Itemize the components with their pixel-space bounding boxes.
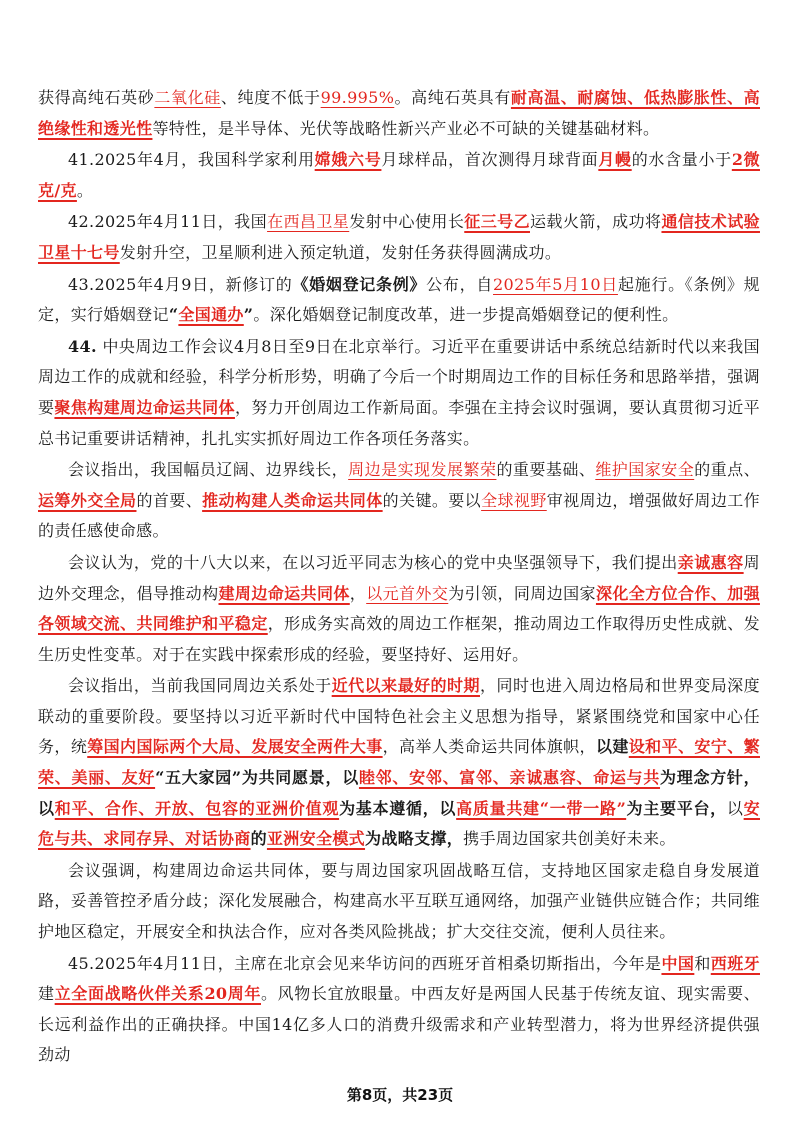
highlighted-term: 推动构建人类命运共同体	[202, 490, 383, 510]
paragraph	[38, 207, 760, 268]
bold-text: “五大家园”为共同愿景，以	[155, 768, 359, 788]
highlighted-term: 筹国内国际两个大局、发展安全两件大事	[87, 737, 383, 757]
highlighted-term: 全球视野	[481, 490, 547, 510]
bold-text: 以建	[595, 737, 629, 757]
bold-text: 为理念方针，以	[38, 768, 760, 818]
text-run: 。高纯石英具有	[394, 88, 511, 107]
text-run: 周边外交理念，倡导推动构	[38, 552, 760, 603]
highlighted-term: 聚焦构建周边命运共同体	[54, 397, 235, 417]
text-run: 和	[694, 953, 711, 973]
highlighted-term: 在西昌卫星	[267, 212, 350, 232]
bold-text: 《婚姻登记条例》	[292, 274, 427, 294]
paragraph	[38, 949, 760, 1068]
bold-text: 为基本遵循，以	[339, 798, 457, 818]
text-run: 携手周边国家共创美好未来。	[463, 829, 676, 849]
text-run: 41.2025年4月，我国科学家利用	[68, 150, 315, 170]
text-run: 会议指出，当前我国同周边关系处于	[68, 676, 332, 696]
document-body	[38, 83, 760, 1068]
highlighted-term: 月幔	[598, 150, 632, 170]
text-run: 的重要基础、	[496, 460, 596, 480]
bold-text: 为主要平台，	[626, 798, 727, 818]
highlighted-term: 中国	[661, 953, 695, 973]
highlighted-term: 近代以来最好的时期	[331, 676, 480, 696]
text-run: 、纯度不低于	[220, 88, 321, 107]
highlighted-term: 维护国家安全	[595, 460, 695, 480]
highlighted-term: 和平、合作、开放、包容的亚洲价值观	[54, 798, 340, 818]
text-run: 42.2025年4月11日，我国	[68, 212, 268, 232]
highlighted-term: 高质量共建“一带一路”	[456, 798, 627, 818]
highlighted-term: 亚洲安全模式	[266, 829, 366, 849]
paragraph	[38, 145, 760, 206]
text-run: 发射升空，卫星顺利进入预定轨道，发射任务获得圆满成功。	[119, 242, 562, 262]
text-run: 。风物长宜放眼量。中西友好是两国人民基于传统友谊、现实需要、长远利益作出的正确抉择。中国14亿多人口的消费升级需求和产业转型潜力，将为世界经济提供强劲动	[38, 984, 760, 1065]
text-run: 。深化婚姻登记制度改革，进一步提高婚姻登记的便利性。	[253, 305, 679, 325]
text-run: ，高举人类命运共同体旗帜，	[382, 737, 596, 757]
highlighted-term: 深化全方位合作、加强各领域交流、共同维护和平稳定	[38, 583, 760, 634]
text-run: 的关键。要以	[382, 490, 482, 510]
bold-text: 的	[250, 829, 267, 849]
highlighted-term: 建周边命运共同体	[218, 583, 350, 603]
text-run: 获得高纯石英砂	[38, 88, 155, 107]
highlighted-term: 2025年5月10日	[493, 274, 618, 294]
text-run: ，	[349, 583, 367, 603]
text-run: 的首要、	[136, 490, 203, 510]
highlighted-term: 嫦娥六号	[314, 150, 382, 170]
highlighted-term: 通信技术试验卫星十七号	[38, 212, 760, 262]
text-run: 会议指出，我国幅员辽阔、边界线长，	[68, 460, 349, 480]
bold-text: 为战略支撑，	[365, 829, 464, 849]
text-run: 会议认为，党的十八大以来，在以习近平同志为核心的党中央坚强领导下，我们提出	[68, 552, 678, 572]
text-run: 43.2025年4月9日，新修订的	[68, 274, 293, 294]
bold-text: 44.	[68, 336, 97, 356]
text-run: 建	[38, 984, 55, 1004]
paragraph	[38, 332, 760, 454]
text-run: ，形成务实高效的周边工作框架，推动周边工作取得历史性成就、发生历史性变革。对于在实践中探索形成的经验，要坚持好、运用好。	[38, 614, 760, 664]
highlighted-term: 2微克/克	[38, 150, 760, 200]
text-run: 公布，自	[426, 274, 494, 294]
highlighted-term: 二氧化硅	[154, 88, 221, 107]
highlighted-term: 睦邻、安邻、富邻、亲诚惠容、命运与共	[358, 768, 661, 788]
bold-text: “	[168, 305, 179, 325]
highlighted-term: 周边是实现发展繁荣	[348, 460, 497, 480]
paragraph	[38, 856, 760, 948]
paragraph	[38, 83, 760, 144]
text-run: 发射中心使用长	[349, 212, 465, 232]
highlighted-term: 全国通办	[178, 305, 244, 325]
text-run: 。	[76, 180, 94, 200]
text-run: 会议强调，构建周边命运共同体，要与周边国家巩固战略互信，支持地区国家走稳自身发展道路，妥善管控矛盾分歧；深化发展融合，构建高水平互联互通网络，加强产业链供应链合作；共同维护地区稳定，开展安全和执法合作，应对各类风险挑战；扩大交往交流，便利人员往来。	[38, 860, 760, 942]
text-run: 45.2025年4月11日，主席在北京会见来华访问的西班牙首相桑切斯指出，今年是	[68, 953, 662, 973]
highlighted-term: 征三号乙	[464, 212, 530, 232]
paragraph	[38, 548, 760, 670]
text-run: 的重点、	[694, 460, 760, 480]
page-number: 第8页，共23页	[346, 1086, 454, 1104]
highlighted-term: 运筹外交全局	[38, 490, 137, 510]
text-run: 起施行。《条例》规定，实行婚姻登记	[38, 274, 760, 325]
paragraph	[38, 270, 760, 331]
text-run: 等特性，是半导体、光伏等战略性新兴产业必不可缺的关键基础材料。	[152, 118, 660, 138]
highlighted-term: 以元首外交	[366, 583, 449, 603]
highlighted-term: 亲诚惠容	[677, 552, 744, 572]
bold-text: ”	[243, 305, 254, 325]
text-run: 中央周边工作会议4月8日至9日在北京举行。习近平在重要讲话中系统总结新时代以来我国周边工作的成就和经验，科学分析形势，明确了今后一个时期周边工作的目标任务和思路举措，强调要	[38, 336, 760, 417]
text-run: 运载火箭，成功将	[530, 212, 662, 232]
text-run: 月球样品，首次测得月球背面	[381, 150, 599, 170]
text-run: ，同时也进入周边格局和世界变局深度联动的重要阶段。要坚持以习近平新时代中国特色社会主义思想为指导，紧紧围绕党和国家中心任务，统	[38, 676, 760, 757]
highlighted-term: 设和平、安宁、繁荣、美丽、友好	[38, 737, 760, 788]
highlighted-term: 立全面战略伙伴关系20周年	[54, 984, 261, 1004]
highlighted-term: 耐高温、耐腐蚀、低热膨胀性、高绝缘性和透光性	[38, 88, 760, 138]
highlighted-term: 西班牙	[710, 953, 760, 973]
text-run: 审视周边，增强做好周边工作的责任感使命感。	[38, 490, 760, 541]
paragraph	[38, 671, 760, 855]
text-run: 以	[726, 798, 744, 818]
paragraph	[38, 455, 760, 547]
highlighted-term: 99.995%	[320, 88, 395, 107]
text-run: 的水含量小于	[631, 150, 732, 170]
text-run: 为引领，同周边国家	[448, 583, 596, 603]
text-run: ，努力开创周边工作新局面。李强在主持会议时强调，要认真贯彻习近平总书记重要讲话精神，扎扎实实抓好周边工作各项任务落实。	[38, 397, 760, 448]
highlighted-term: 安危与共、求同存异、对话协商	[38, 798, 760, 849]
